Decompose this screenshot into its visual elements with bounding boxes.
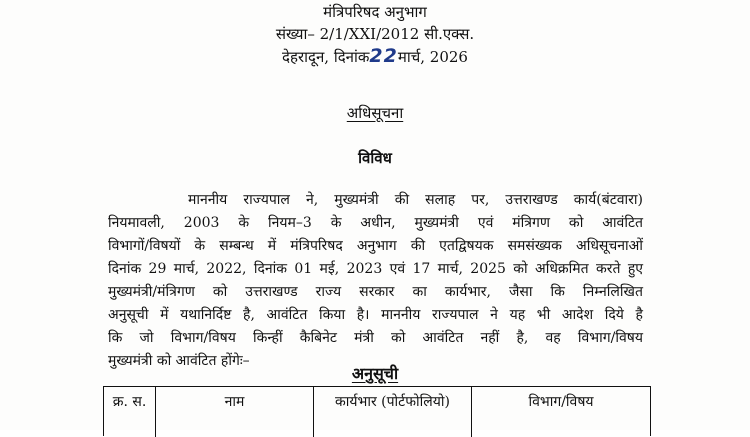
reference-number: संख्या– 2/1/XXI/2012 सी.एक्स. (275, 25, 475, 43)
body-line: मुख्यमंत्री/मंत्रिगण को उत्तराखण्ड राज्य सरकार का कार्यभार, जैसा कि निम्नलिखित (108, 284, 643, 300)
body-line: अनुसूची में यथानिर्दिष्ट है, आवंटित किया है। माननीय राज्यपाल ने यह भी आदेश दिये है (108, 307, 643, 323)
column-header-name: नाम (156, 387, 314, 437)
column-header-serial: क्र. स. (104, 387, 156, 437)
body-line: नियमावली, 2003 के नियम–3 के अधीन, मुख्यमंत्री एवं मंत्रिगण को आवंटित (108, 215, 643, 231)
body-line: दिनांक 29 मार्च, 2022, दिनांक 01 मई, 2023 एवं 17 मार्च, 2025 को अधिक्रमित करते हुए (108, 261, 643, 277)
column-header-portfolio: कार्यभार (पोर्टफोलियो) (314, 387, 472, 437)
handwritten-date-day: 22 (369, 45, 398, 67)
body-line: माननीय राज्यपाल ने, मुख्यमंत्री की सलाह पर, उत्तराखण्ड कार्य(बंटवारा) (188, 192, 643, 208)
body-line: मुख्यमंत्री को आवंटित होंगेः– (108, 353, 250, 369)
place-date-line (0, 45, 750, 67)
place-date-prefix: देहरादून, दिनांक (282, 48, 370, 66)
body-line: विभागों/विषयों के सम्बन्ध में मंत्रिपरिषद अनुभाग की एतद्विषयक समसंख्यक अधिसूचनाओं (108, 238, 643, 254)
date-suffix: मार्च, 2026 (397, 48, 468, 66)
body-line: कि जो विभाग/विषय किन्हीं कैबिनेट मंत्री को आवंटित नहीं है, वह विभाग/विषय (108, 330, 643, 346)
notification-body (108, 190, 643, 370)
notification-title: अधिसूचना (346, 104, 404, 122)
schedule-title: अनुसूची (351, 364, 399, 383)
column-header-department: विभाग/विषय (528, 394, 594, 410)
notification-subtitle: विविध (358, 149, 392, 167)
schedule-table (103, 386, 651, 436)
department-heading: मंत्रिपरिषद अनुभाग (323, 3, 427, 21)
